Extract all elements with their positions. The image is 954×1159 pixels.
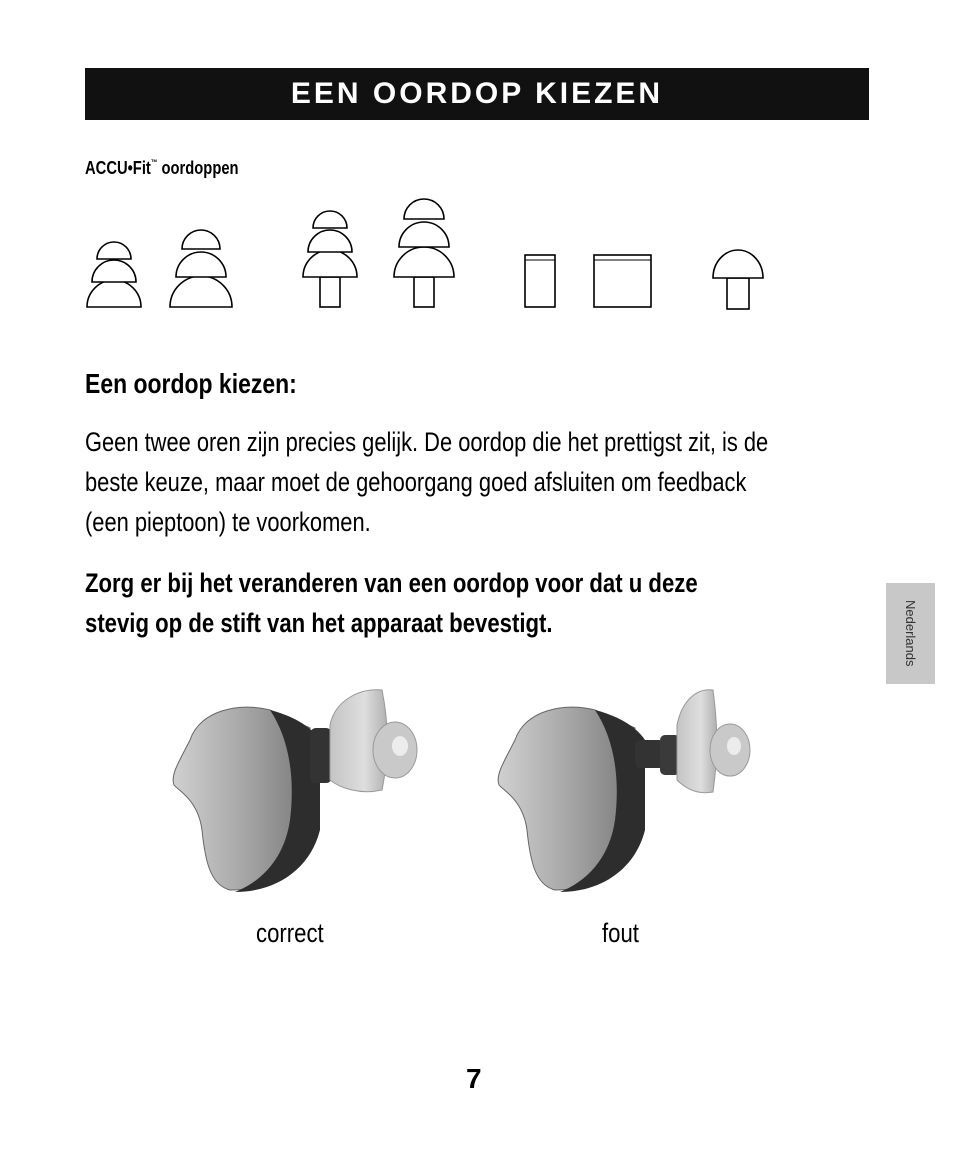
body-line: beste keuze, maar moet de gehoorgang goed afsluiten om feedback <box>85 467 747 497</box>
ear-tips-illustration <box>80 190 780 315</box>
ear-tip-three-tier-small <box>87 242 141 307</box>
trademark-mark: ™ <box>150 158 158 167</box>
body-paragraph <box>85 422 798 542</box>
ear-tips-brand: ACCU•Fit <box>85 158 151 178</box>
ear-tip-foam-narrow <box>525 255 555 307</box>
body-line: (een pieptoon) te voorkomen. <box>85 507 371 537</box>
section-heading: Een oordop kiezen: <box>85 368 297 399</box>
section-header-bar <box>85 68 869 120</box>
caption-correct: correct <box>256 918 324 948</box>
body-line: Geen twee oren zijn precies gelijk. De oordop die het prettigst zit, is de <box>85 427 769 457</box>
language-side-tab <box>886 583 935 684</box>
page-number: 7 <box>466 1063 482 1094</box>
ear-tip-three-tier-stem-small <box>303 211 357 307</box>
warning-paragraph <box>85 563 807 643</box>
hearing-aid-correct-image <box>160 680 430 910</box>
caption-wrong: fout <box>602 918 639 948</box>
ear-tip-three-tier-large <box>170 230 232 307</box>
warning-line: Zorg er bij het veranderen van een oordop voor dat u deze <box>85 568 698 598</box>
page-title: EEN OORDOP KIEZEN <box>290 77 664 110</box>
ear-tips-suffix: oordoppen <box>157 158 239 178</box>
hearing-aid-wrong-image <box>485 680 755 910</box>
ear-tips-label <box>85 158 239 179</box>
ear-tip-foam-wide <box>594 255 651 307</box>
warning-line: stevig op de stift van het apparaat bevestigt. <box>85 608 553 638</box>
language-tab-label: Nederlands <box>903 600 918 667</box>
ear-tip-three-tier-stem-large <box>394 199 454 307</box>
ear-tip-mushroom <box>713 250 763 309</box>
